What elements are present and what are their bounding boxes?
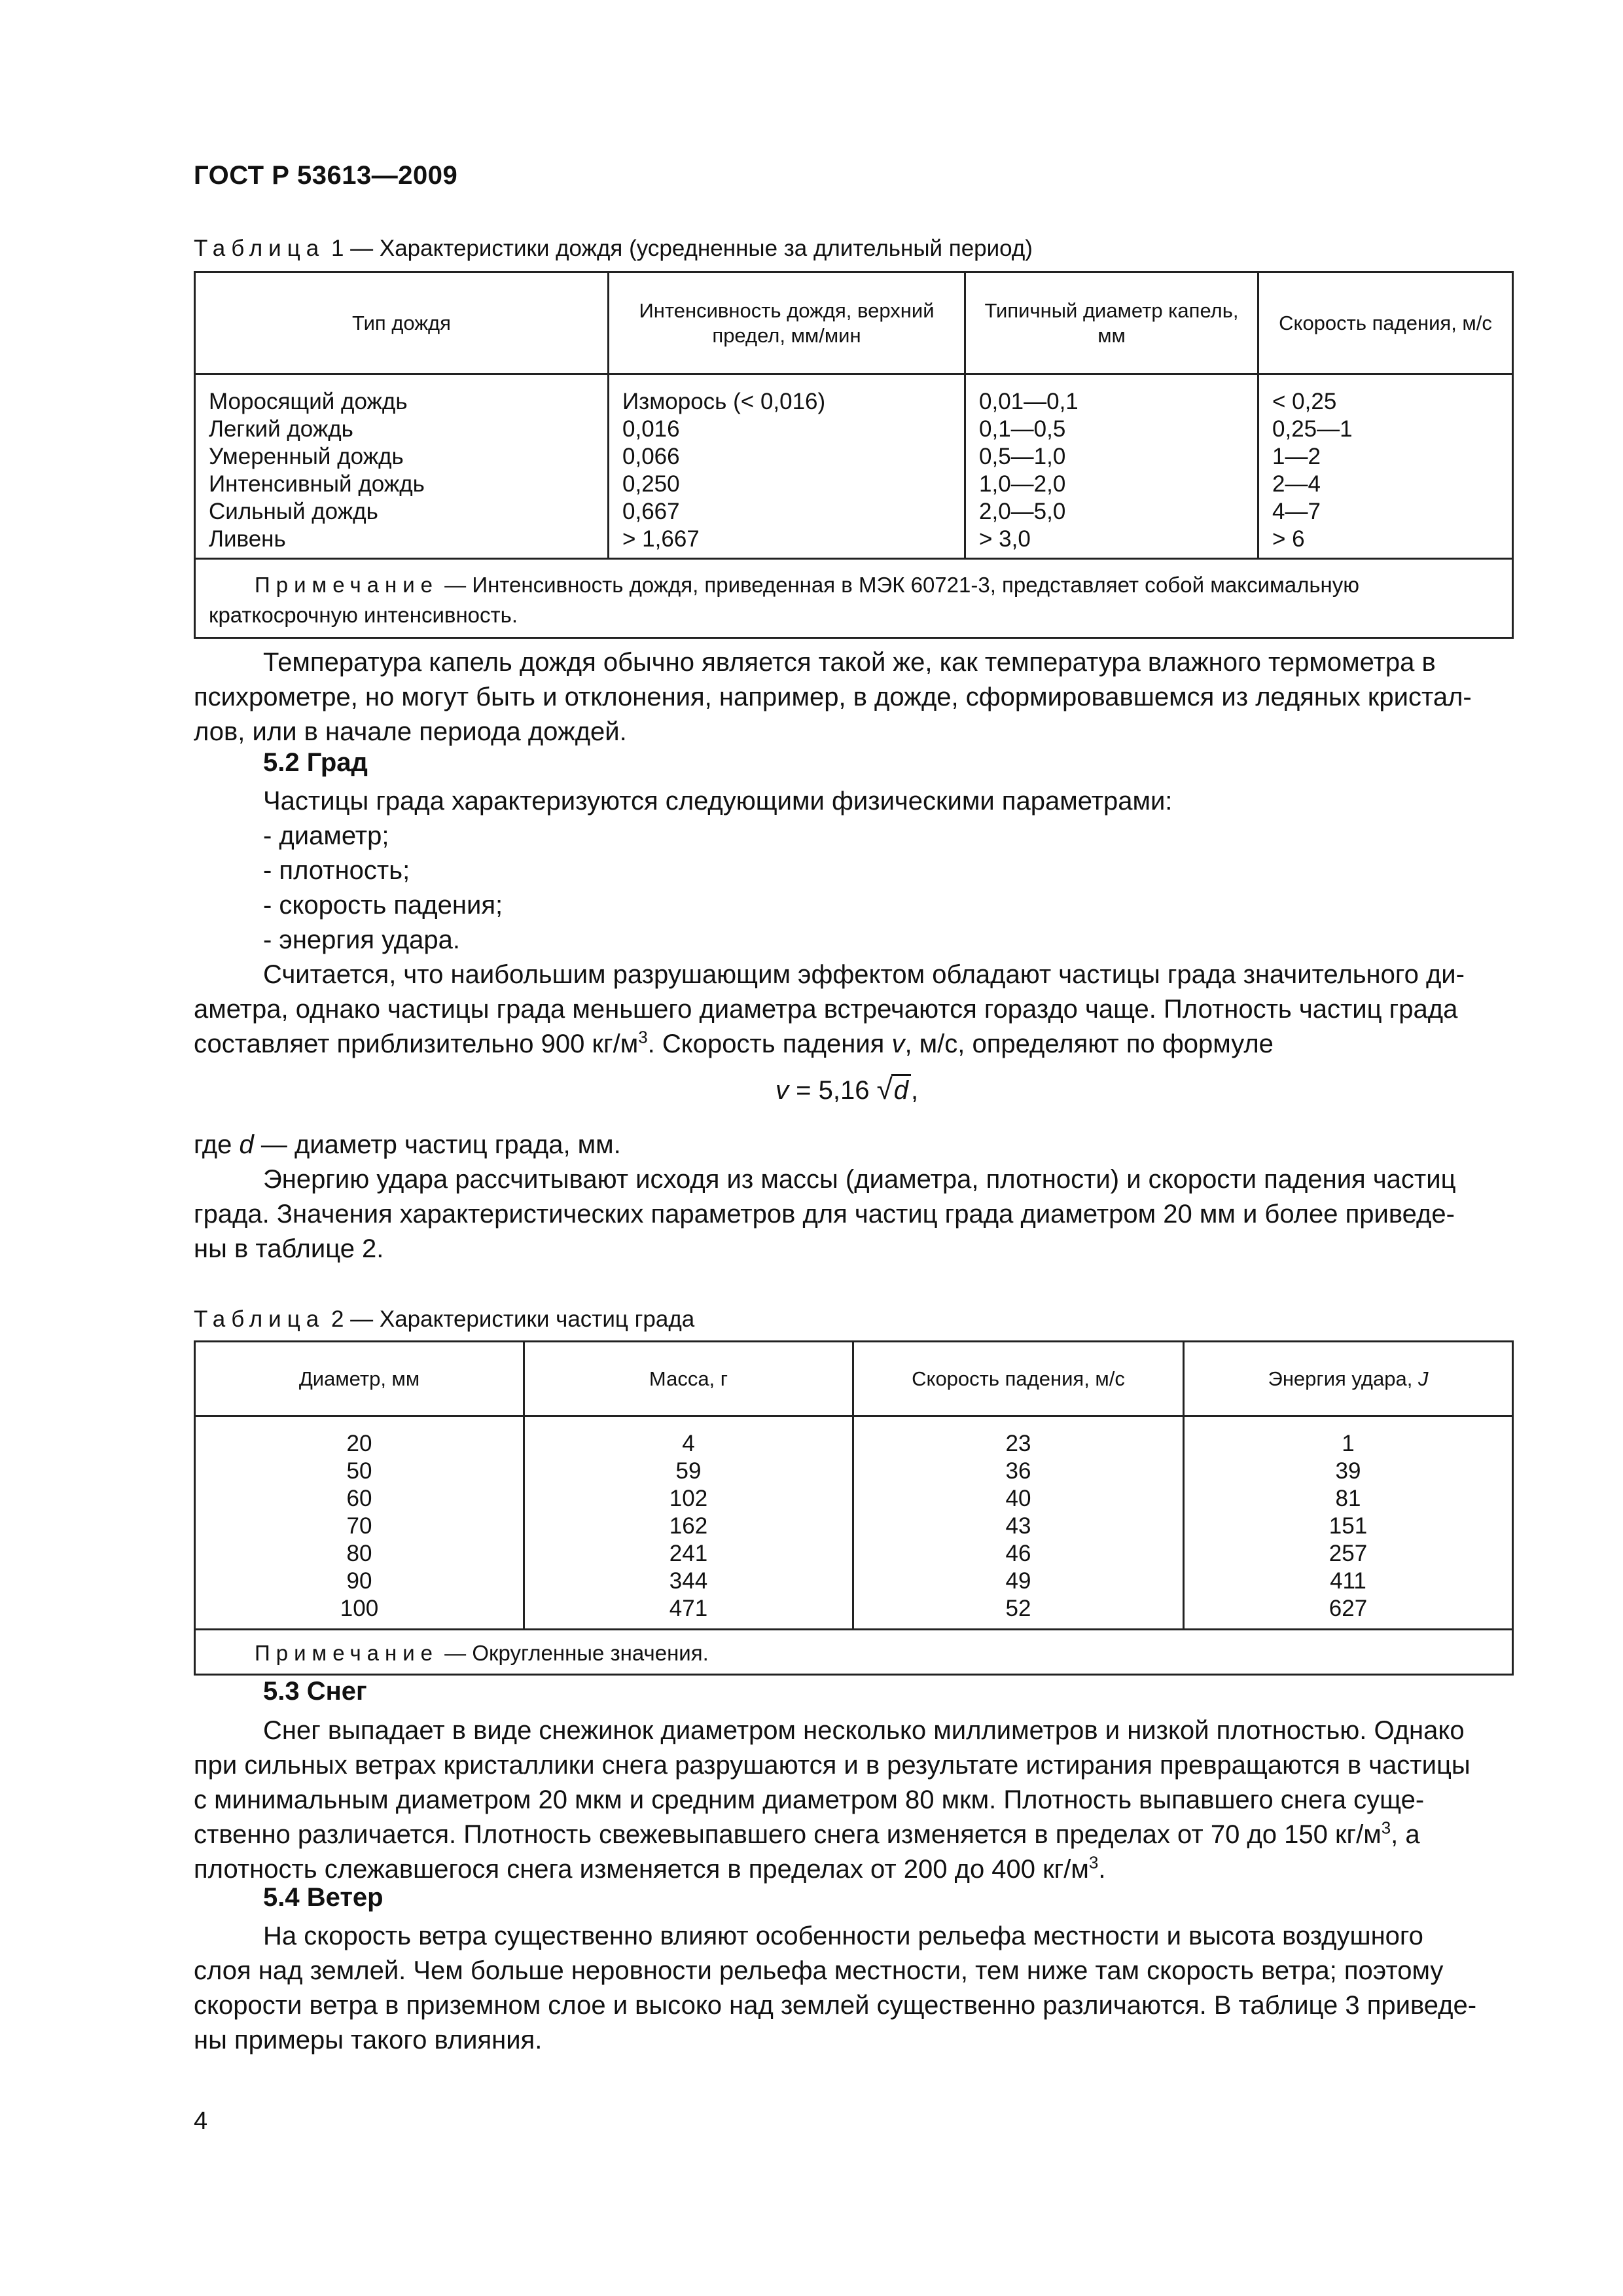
- table-cell: 60: [346, 1486, 372, 1511]
- table-cell: Легкий дождь: [209, 416, 353, 442]
- table-cell: 20: [346, 1431, 372, 1456]
- text-line: аметра, однако частицы града меньшего диаметра встречаются гораздо чаще. Плотность частиц града: [194, 995, 1458, 1024]
- table-cell: 52: [1005, 1596, 1031, 1621]
- table-cell: 2,0—5,0: [979, 499, 1066, 524]
- formula-arg: d: [893, 1076, 908, 1105]
- text-line: [194, 1818, 1512, 1852]
- table1-note-row: [195, 559, 1513, 638]
- table1-note-line2: краткосрочную интенсивность.: [209, 603, 518, 627]
- text-span: . Скорость падения: [647, 1030, 892, 1058]
- text-line: [194, 1027, 1512, 1062]
- table2-caption-word: Таблица: [194, 1306, 325, 1332]
- variable-v: v: [891, 1030, 905, 1058]
- text-span: , м/с, определяют по формуле: [904, 1030, 1274, 1058]
- table1-note-text: — Интенсивность дождя, приведенная в МЭК 60721-3, представляет собой максимальную: [438, 573, 1360, 597]
- table2-caption-text: 2 — Характеристики частиц града: [325, 1306, 695, 1332]
- table2-col-energy-unit: J: [1418, 1367, 1429, 1390]
- page-number: 4: [194, 2108, 208, 2135]
- table1-col-fall-speed: Скорость падения, м/с: [1258, 272, 1513, 374]
- text-span: .: [1098, 1855, 1106, 1884]
- table2-col3-cells: [853, 1416, 1184, 1630]
- text-line: Частицы града характеризуются следующими физическими параметрами:: [263, 787, 1173, 816]
- table-cell: 100: [340, 1596, 379, 1621]
- table2-col4-cells: [1184, 1416, 1513, 1630]
- table-cell: 81: [1335, 1486, 1361, 1511]
- document-header: ГОСТ Р 53613—2009: [194, 161, 458, 190]
- table1-header-row: [195, 272, 1513, 374]
- formula-end: ,: [910, 1076, 919, 1105]
- table-cell: > 1,667: [622, 526, 700, 552]
- table-cell: 1: [1342, 1431, 1355, 1456]
- table2-col-fall-speed: Скорость падения, м/с: [853, 1342, 1184, 1416]
- table-cell: 43: [1005, 1513, 1031, 1539]
- table-cell: > 6: [1272, 526, 1305, 552]
- variable-d: d: [239, 1130, 254, 1159]
- table-cell: 411: [1330, 1568, 1366, 1594]
- section-5-3-title: 5.3 Снег: [263, 1677, 367, 1706]
- table-cell: 36: [1005, 1458, 1031, 1484]
- table-cell: 90: [346, 1568, 372, 1594]
- table-cell: Интенсивный дождь: [209, 471, 425, 497]
- table-cell: 0,1—0,5: [979, 416, 1066, 442]
- table2: [194, 1340, 1514, 1676]
- text-span: ственно различается. Плотность свежевыпавшего снега изменяется в пределах от 70 до 150 кг/м: [194, 1820, 1382, 1849]
- table-cell: < 0,25: [1272, 389, 1337, 414]
- text-line: Считается, что наибольшим разрушающим эффектом обладают частицы града значительного ди-: [263, 960, 1465, 989]
- table1-caption: [194, 236, 1033, 262]
- fall-speed-formula: [776, 1073, 918, 1106]
- sqrt-symbol: √: [876, 1073, 893, 1105]
- table2-note: [195, 1630, 1513, 1675]
- table-cell: 344: [669, 1568, 708, 1594]
- table-cell: 151: [1329, 1513, 1368, 1539]
- table-cell: 80: [346, 1541, 372, 1566]
- text-line: при сильных ветрах кристаллики снега разрушаются и в результате истирания превращаются в частицы: [194, 1751, 1471, 1780]
- table-cell: 0,016: [622, 416, 680, 442]
- table-cell: 162: [669, 1513, 708, 1539]
- table1-col3-cells: [965, 374, 1258, 559]
- table1-col-type: Тип дождя: [195, 272, 609, 374]
- table-cell: 1—2: [1272, 444, 1321, 469]
- table-cell: 0,667: [622, 499, 680, 524]
- table2-col2-cells: [524, 1416, 853, 1630]
- table1-caption-text: 1 — Характеристики дождя (усредненные за длительный период): [325, 236, 1033, 261]
- table-cell: 46: [1005, 1541, 1031, 1566]
- table1-col4-cells: [1258, 374, 1513, 559]
- paragraph-rain-temperature: [194, 645, 1512, 749]
- table1-note-word: Примечание: [255, 573, 439, 597]
- text-line: слоя над землей. Чем больше неровности рельефа местности, тем ниже там скорость ветра; поэтому: [194, 1956, 1444, 1985]
- text-line: Снег выпадает в виде снежинок диаметром несколько миллиметров и низкой плотностью. Однако: [263, 1716, 1465, 1745]
- table2-col-diameter: Диаметр, мм: [195, 1342, 524, 1416]
- list-item: - скорость падения;: [263, 891, 503, 920]
- formula-lhs: v: [776, 1076, 789, 1105]
- table2-col-energy: [1184, 1342, 1513, 1416]
- table1-col-intensity: Интенсивность дождя, верхний предел, мм/мин: [609, 272, 965, 374]
- table1-col2-cells: [609, 374, 965, 559]
- table-cell: 70: [346, 1513, 372, 1539]
- text-span: плотность слежавшегося снега изменяется в пределах от 200 до 400 кг/м: [194, 1855, 1089, 1884]
- table2-note-text: — Округленные значения.: [438, 1641, 709, 1665]
- table-cell: 40: [1005, 1486, 1031, 1511]
- text-line: ны примеры такого влияния.: [194, 2026, 543, 2054]
- list-item: - диаметр;: [263, 821, 389, 850]
- table-cell: 1,0—2,0: [979, 471, 1066, 497]
- table-cell: 50: [346, 1458, 372, 1484]
- table2-header-row: [195, 1342, 1513, 1416]
- table-cell: 0,5—1,0: [979, 444, 1066, 469]
- text-span: где: [194, 1130, 240, 1159]
- section-5-2-title: 5.2 Град: [263, 748, 368, 777]
- table-cell: Ливень: [209, 526, 286, 552]
- table-cell: 4: [682, 1431, 695, 1456]
- list-item: - плотность;: [263, 856, 410, 885]
- section-5-3-body: [194, 1713, 1512, 1887]
- table-cell: 0,066: [622, 444, 680, 469]
- table1: [194, 271, 1514, 639]
- table-cell: 627: [1329, 1596, 1368, 1621]
- table1-note: [195, 559, 1513, 638]
- table-cell: 471: [669, 1596, 708, 1621]
- text-line: с минимальным диаметром 20 мкм и средним диаметром 80 мкм. Плотность выпавшего снега суще-: [194, 1785, 1425, 1814]
- text-line: Энергию удара рассчитывают исходя из массы (диаметра, плотности) и скорости падения частиц: [263, 1165, 1456, 1194]
- table2-col-energy-label: Энергия удара,: [1268, 1367, 1418, 1390]
- table-cell: > 3,0: [979, 526, 1031, 552]
- table-cell: 2—4: [1272, 471, 1321, 497]
- table2-body: [195, 1416, 1513, 1630]
- table-cell: 0,01—0,1: [979, 389, 1079, 414]
- section-5-4-title: 5.4 Ветер: [263, 1883, 383, 1912]
- section-5-4-body: [194, 1919, 1512, 2058]
- table-cell: 0,25—1: [1272, 416, 1353, 442]
- text-line: На скорость ветра существенно влияют особенности рельефа местности и высота воздушного: [263, 1922, 1423, 1950]
- superscript: 3: [1088, 1852, 1099, 1873]
- section-5-2-body: [194, 784, 1512, 1062]
- superscript: 3: [638, 1027, 648, 1047]
- table1-caption-word: Таблица: [194, 236, 325, 261]
- list-item: - энергия удара.: [263, 925, 460, 954]
- text-line: психрометре, но могут быть и отклонения, например, в дожде, сформировавшемся из ледяных кристал-: [194, 683, 1472, 711]
- table1-body: [195, 374, 1513, 559]
- table2-col-mass: Масса, г: [524, 1342, 853, 1416]
- table1-col1-cells: [195, 374, 609, 559]
- table-cell: Сильный дождь: [209, 499, 378, 524]
- table-cell: Изморось (< 0,016): [622, 389, 826, 414]
- formula-eq: = 5,16: [789, 1076, 877, 1105]
- text-line: [194, 1852, 1512, 1887]
- text-span: составляет приблизительно 900 кг/м: [194, 1030, 639, 1058]
- text-line: ны в таблице 2.: [194, 1234, 384, 1263]
- table-cell: 257: [1329, 1541, 1368, 1566]
- table-cell: 0,250: [622, 471, 680, 497]
- text-line: [194, 1128, 1512, 1162]
- section-5-2-continued: [194, 1128, 1512, 1266]
- table-cell: 4—7: [1272, 499, 1321, 524]
- text-line: скорости ветра в приземном слое и высоко над землей существенно различаются. В таблице 3 приведе-: [194, 1991, 1477, 2020]
- table-cell: 102: [669, 1486, 708, 1511]
- superscript: 3: [1381, 1818, 1391, 1838]
- table2-col1-cells: [195, 1416, 524, 1630]
- table-cell: 49: [1005, 1568, 1031, 1594]
- table2-caption: [194, 1306, 694, 1333]
- table2-note-row: [195, 1630, 1513, 1675]
- table1-col-drop-diameter: Типичный диаметр капель, мм: [965, 272, 1258, 374]
- table-cell: Умеренный дождь: [209, 444, 404, 469]
- text-line: града. Значения характеристических параметров для частиц града диаметром 20 мм и более приведе-: [194, 1200, 1455, 1229]
- table-cell: 39: [1335, 1458, 1361, 1484]
- table-cell: 59: [675, 1458, 702, 1484]
- table-cell: 23: [1005, 1431, 1031, 1456]
- table-cell: 241: [669, 1541, 708, 1566]
- text-line: лов, или в начале периода дождей.: [194, 717, 627, 746]
- table2-note-word: Примечание: [255, 1641, 439, 1665]
- text-line: Температура капель дождя обычно является такой же, как температура влажного термометра в: [263, 648, 1436, 677]
- text-span: , а: [1391, 1820, 1420, 1849]
- text-span: — диаметр частиц града, мм.: [253, 1130, 621, 1159]
- table-cell: Моросящий дождь: [209, 389, 408, 414]
